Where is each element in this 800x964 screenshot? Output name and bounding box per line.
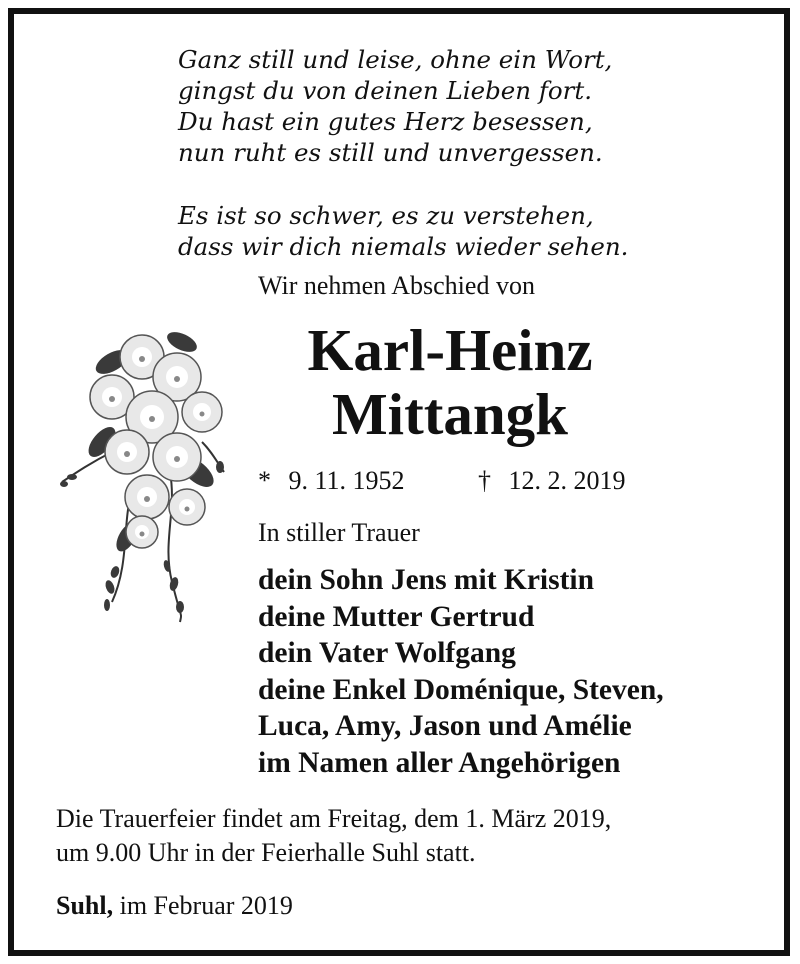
- poem-stanza-1: [178, 44, 718, 168]
- signoff-date: im Februar 2019: [119, 891, 293, 920]
- deceased-name: [230, 318, 670, 446]
- poem-line: nun ruht es still und unvergessen.: [178, 138, 603, 167]
- ceremony-line: um 9.00 Uhr in der Feierhalle Suhl statt.: [56, 838, 476, 867]
- mourners-list: [258, 562, 664, 781]
- mourner-line: deine Mutter Gertrud: [258, 600, 535, 633]
- poem-stanza-2: [178, 200, 718, 262]
- birth-star-icon: *: [258, 466, 271, 495]
- mourner-line: dein Vater Wolfgang: [258, 637, 516, 669]
- mourner-line: dein Sohn Jens mit Kristin: [258, 564, 595, 596]
- poem-line: Es ist so schwer, es zu verstehen,: [178, 201, 594, 230]
- mourning-intro: In stiller Trauer: [258, 518, 420, 547]
- mourner-line: im Namen aller Angehörigen: [258, 746, 621, 779]
- birth-date-line: [258, 465, 405, 497]
- signoff: [56, 890, 293, 922]
- last-name: Mittangk: [332, 381, 568, 447]
- ceremony-line: Die Trauerfeier findet am Freitag, dem 1. März 2019,: [56, 804, 612, 833]
- poem-line: Ganz still und leise, ohne ein Wort,: [178, 45, 613, 74]
- death-date-line: [478, 465, 626, 497]
- mourner-line: deine Enkel Doménique, Steven,: [258, 673, 664, 706]
- poem-line: Du hast ein gutes Herz besessen,: [178, 107, 593, 136]
- first-name: Karl-Heinz: [307, 317, 593, 383]
- memorial-poem: [178, 44, 718, 262]
- poem-line: gingst du von deinen Lieben fort.: [178, 76, 592, 105]
- death-date: 12. 2. 2019: [508, 466, 626, 495]
- birth-date: 9. 11. 1952: [288, 466, 405, 495]
- signoff-place: Suhl,: [56, 891, 114, 920]
- poem-line: dass wir dich niemals wieder sehen.: [178, 232, 629, 261]
- mourner-line: Luca, Amy, Jason und Amélie: [258, 710, 632, 742]
- orchid-bouquet-icon: [52, 322, 242, 632]
- ceremony-info: [56, 802, 611, 870]
- farewell-line: Wir nehmen Abschied von: [258, 271, 535, 300]
- death-cross-icon: †: [478, 466, 491, 495]
